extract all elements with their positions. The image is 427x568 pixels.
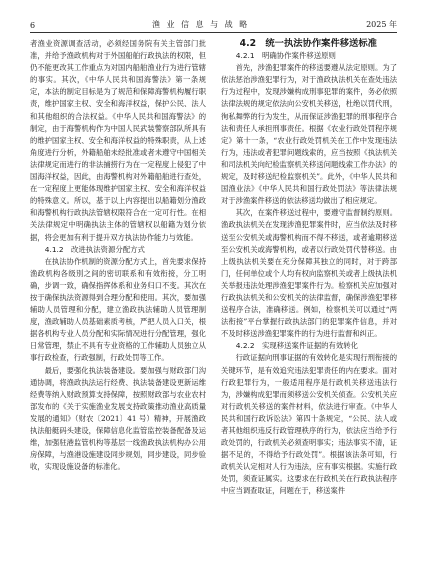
subsection-heading-4-1-2: 4.1.2 改进执法资源分配方式 [44, 244, 145, 254]
subsection-heading-4-2-2: 4.2.2 实现移送案件证据的有效转化 [235, 341, 359, 351]
journal-title: 渔 业 信 息 与 战 略 [151, 20, 250, 29]
page-header [30, 12, 397, 33]
publication-year: 2025 年 [366, 20, 397, 29]
subsection-heading-4-2-1: 4.2.1 明确协作案件移送原则 [235, 51, 336, 61]
left-paragraph-1: 者渔业资源调查活动，必须经国务院有关主管部门批准，并给予渔政机构对于外国船舶行政执法的权限，但仍不能更改其工作重点为对国内船舶渔业行为进行管辖的事实。其次，《中华人民共和国海警法》第一条规定，本法的制定目标是为了规范和保障海警机构履行职责，维护国家主权、安全和海洋权益，保护公民、法人和其他组织的合法权益。《中华人民共和国海警法》的制定，由于海警机构作为中国人民武装警察部队所具有的维护国家主权、安全和海洋权益的特殊职责，从上述角度进行分析，外籍船舶未经批准或者未遵守中国相关法律规定而进行的非法捕捞行为在一定程度上侵犯了中国海洋权益，因此，由海警机构对外籍船舶进行查处，在一定程度上更能体现维护国家主权、安全和海洋权益的特殊意义。所以，基于以上内容提出以船籍划分渔政和海警机构行政执法管辖权限符合在一定可行性。在相关法律规定中明确执法主体的管辖权以船籍为划分依据，将会更加有利于提升双方执法协作能力与效能。 [30, 39, 206, 242]
right-paragraph-1: 首先，涉渔犯罪案件的移送要遵从法定原则。为了依法惩治涉渔犯罪行为，对于渔政执法机关在查处违法行为过程中，发现涉嫌构成刑事犯罪的案件，务必依照法律法规的规定依法向公安机关移送，杜绝以罚代刑，徇私舞弊的行为发生，从而保证涉渔犯罪的刑事程序合法和责任人承担刑事责任。根据《农业行政处罚程序规定》第十一条，“农业行政处罚机关在工作中发现违法行为，违法或者犯罪问题线索的，应当按照《执法机关和司法机关向纪检监察机关移送问题线索工作办法》的规定，及时移送纪检监察机关”。此外，《中华人民共和国渔业法》《中华人民共和国行政处罚法》等法律法规对于涉渔案件移送的依法移送均做出了相应规定。 [221, 63, 397, 206]
right-paragraph-2: 其次，在案件移送过程中，要遵守监督制约原则。渔政执法机关在发现涉渔犯罪案件时，应当依法及时移送至公安机关或海警机构而不得不移送，或者逾期移送至公安机关或海警机构，或者以行政处罚代替移送。由上级执法机关要在充分保障其独立的同时，对于跨部门，任何单位或个人均有权向监察机关或者上级执法机关举报违法处理涉渔犯罪案件行为。检察机关应加强对行政执法机关和公安机关的法律监督，确保涉渔犯罪移送程序合法，准确移送。例如，检察机关可以通过“两法衔接”平台掌握行政执法部门的犯罪案件信息，并对不及时移送涉渔犯罪案件的行为进行监督和纠正。 [221, 208, 397, 339]
left-paragraph-2: 在执法协作机制的资源分配方式上，首先要求保持渔政机构各级別之间的密切联系和有效衔接，分工明确，步调一致，确保指挥体系和业务归口不变。其次在按于确保执法资源得到合理分配和使用。其次，要加强辅助人员管理和分配，建立渔政执法辅助人员管理制度，渔政辅助人员基础素质考核，严把人员入口关，根据各机构专业人员分配和实际情况进行分配管理，强化日常管理，禁止不具有专业资格的工作辅助人员独立从事行政检查，行政强制，行政处罚等工作。 [30, 256, 206, 363]
page-number: 6 [30, 21, 36, 30]
left-column [30, 38, 206, 473]
right-paragraph-3: 行政证据向刑事证据的有效转化是实现行刑衔接的关键环节，是有效追究违法犯罪责任的内在要求。面对行政犯罪行为，一般适用程序是行政机关移送违法行为，涉嫌构成犯罪而须移送公安机关侦查。公安机关应对行政机关移送的案件材料，依法进行审查。《中华人民共和国行政诉讼法》第四十条规定，“公民、法人或者其他组织违反行政管理秩序的行为，依法应当给予行政处罚的，行政机关必须查明事实；违法事实不清，证据不足的，不得给予行政处罚”。根据该法条可知，行政机关认定相对人行为违法，应有事实根据。实施行政处罚，须查证属实。这要求在行政机关在行政执法程序中应当调查取证，问题在于，移送案件 [221, 353, 397, 496]
left-paragraph-3: 最后，要强化执法装备建设。要加强与财政部门沟通协调，将渔政执法运行经费、执法装备建设更新运维经费等纳入财政预算支持保障，按照财政部与农业农村部发布的《关于实施渔业发展支持政策推动渔业高质量发展的通知》（财农〔2021〕41 号）精神，开展渔政执法船艇码头建设，保障信息化监管监控装备配备及运维，加强驻港监管机构等基层一线渔政执法机构办公用房保障，与渔港设施建设同步规划，同步建设，同步验收，实现设施设备的标准化。 [30, 365, 206, 472]
right-column [221, 38, 397, 498]
section-heading-4-2: 4.2 统一执法协作案件移送标准 [239, 38, 377, 49]
